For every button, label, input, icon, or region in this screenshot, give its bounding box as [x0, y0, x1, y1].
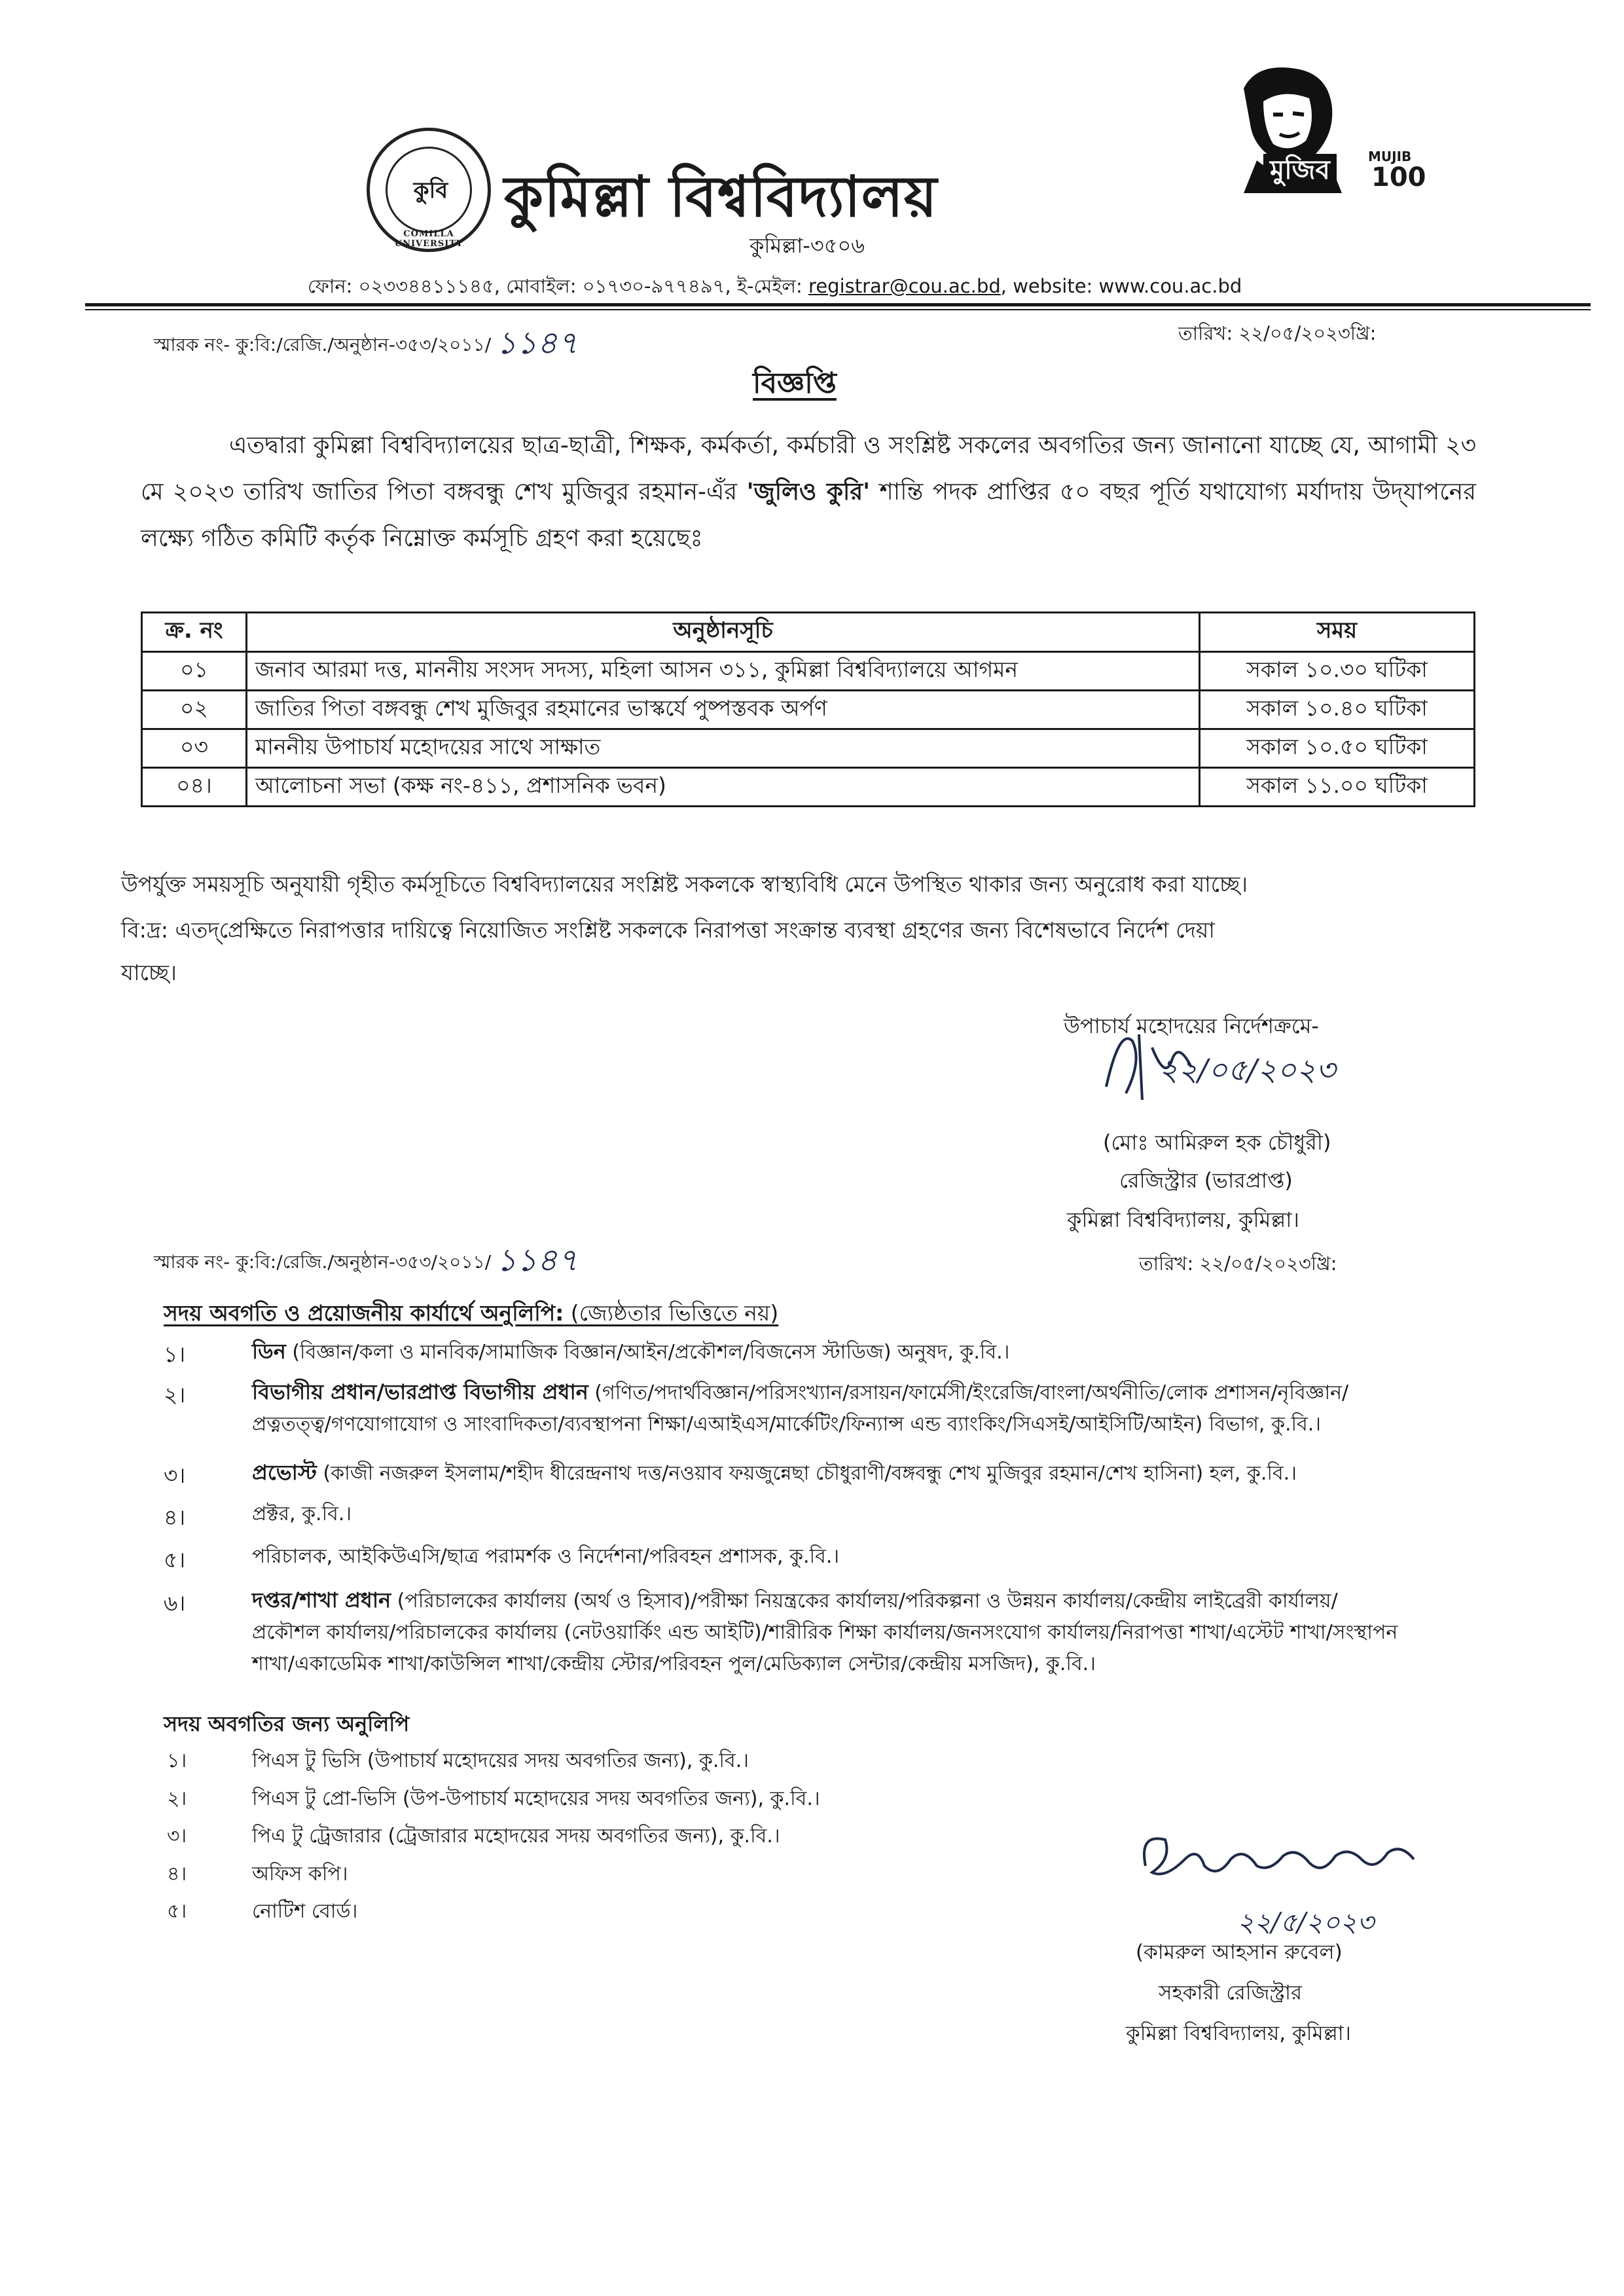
- list-item-text-cont: শাখা/একাডেমিক শাখা/কাউন্সিল শাখা/কেন্দ্রীয় স্টোর/পরিবহন পুল/মেডিক্যাল সেন্টার/কেন্দ্রীয় মসজিদ), কু.বি.।: [252, 1652, 1096, 1675]
- list-item-bold: ডিন: [252, 1339, 286, 1364]
- security-note-line2: যাচ্ছে।: [121, 960, 177, 985]
- memo-reference: [154, 317, 578, 369]
- table-row: [142, 768, 1475, 807]
- cell-serial: ০২: [142, 691, 247, 729]
- col-header-programme: অনুষ্ঠানসূচি: [247, 613, 1200, 652]
- asst-registrar-name: (কামরুল আহসান রুবেল): [1136, 1941, 1343, 1964]
- list-item-text: (পরিচালকের কার্যালয় (অর্থ ও হিসাব)/পরীক্ষা নিয়ন্ত্রকের কার্যালয়/পরিকল্পনা ও উন্নয়ন কার্যালয়/কেন্দ্রীয় লাইব্রেরী কার্যালয়/: [391, 1590, 1338, 1613]
- table-row: [142, 652, 1475, 691]
- memo-label: স্মারক নং- কু:বি:/রেজি./অনুষ্ঠান-৩৫৩/২০১১/: [154, 1251, 492, 1273]
- mujib-logo-text: মুজিব: [1263, 154, 1337, 187]
- seal-mark: কুবি: [413, 177, 448, 204]
- list-item: অফিস কপি।: [252, 1863, 348, 1886]
- list-item-text: প্রক্টর, কু.বি.।: [252, 1503, 352, 1525]
- cell-programme: জনাব আরমা দত্ত, মাননীয় সংসদ সদস্য, মহিলা আসন ৩১১, কুমিল্লা বিশ্ববিদ্যালয়ে আগমন: [247, 652, 1200, 691]
- mujib-logo-100: 100: [1371, 162, 1426, 192]
- signature-asst-registrar-date: ২২/৫/২০২৩: [1237, 1908, 1374, 1938]
- list-item-number: ৩।: [164, 1463, 186, 1488]
- signature-registrar-date: ২২/০৫/২০২৩: [1159, 1052, 1336, 1087]
- list-item-number: ১।: [164, 1341, 186, 1367]
- memo-date-bottom: তারিখ: ২২/০৫/২০২৩খ্রি:: [1139, 1252, 1337, 1275]
- cell-time: সকাল ১০.৫০ ঘটিকা: [1200, 729, 1475, 768]
- university-seal: [367, 128, 491, 252]
- cell-serial: ০৩: [142, 729, 247, 768]
- notice-body-part2: শান্তি পদক প্রাপ্তির ৫০ বছর পূর্তি যথাযোগ্য মর্যাদায় উদ্‌যাপনের লক্ষ্যে গঠিত কমিটি কর্তৃক নিম্নোক্ত কর্মসূচি গ্রহণ করা হয়েছেঃ: [141, 479, 1476, 552]
- notice-body-part1: এতদ্বারা কুমিল্লা বিশ্ববিদ্যালয়ের ছাত্র-ছাত্রী, শিক্ষক, কর্মকর্তা, কর্মচারী ও সংশ্লিষ্ট সকলের অবগতির জন্য জানানো যাচ্ছে যে, আগামী ২৩ মে ২০২৩ তারিখ জাতির পিতা বঙ্গবন্ধু শেখ মুজিবুর রহমান-এঁর: [141, 432, 1476, 505]
- registrar-designation: রেজিস্ট্রার (ভারপ্রাপ্ত): [1119, 1168, 1293, 1193]
- list-item-text: (কাজী নজরুল ইসলাম/শহীদ ধীরেন্দ্রনাথ দত্ত/নওয়াব ফয়জুন্নেছা চৌধুরাণী/বঙ্গবন্ধু শেখ মুজিবুর রহমান/শেখ হাসিনা) হল, কু.বি.।: [316, 1462, 1297, 1485]
- cell-time: সকাল ১০.৩০ ঘটিকা: [1200, 652, 1475, 691]
- copy-list-heading-text: সদয় অবগতি ও প্রয়োজনীয় কার্যার্থে অনুলিপি:: [164, 1300, 564, 1326]
- notice-title: বিজ্ঞপ্তি: [753, 367, 837, 400]
- table-header-row: [142, 613, 1475, 652]
- list-item-bold: বিভাগীয় প্রধান/ভারপ্রাপ্ত বিভাগীয় প্রধান: [252, 1379, 588, 1404]
- mujib-logo-sub: MUJIB: [1368, 149, 1412, 164]
- table-row: [142, 729, 1475, 768]
- list-item-bold: দপ্তর/শাখা প্রধান: [252, 1588, 391, 1613]
- list-item: [252, 1376, 1574, 1440]
- university-contact: [308, 272, 1242, 304]
- contact-email-link[interactable]: registrar@cou.ac.bd: [808, 275, 1001, 297]
- seal-inner-ring: [386, 147, 472, 233]
- copy-list-heading-note: (জ্যেষ্ঠতার ভিত্তিতে নয়): [564, 1300, 779, 1326]
- cell-serial: ০১: [142, 652, 247, 691]
- university-city: কুমিল্লা-৩৫০৬: [749, 233, 865, 258]
- table-row: [142, 691, 1475, 729]
- header-rule-thick: [85, 303, 1591, 306]
- col-header-time: সময়: [1200, 613, 1475, 652]
- list-item: [252, 1336, 1574, 1368]
- notice-body: [141, 422, 1476, 562]
- memo-reference-bottom: [154, 1234, 578, 1286]
- list-item-number: ৫।: [164, 1547, 186, 1573]
- list-item-number: ৩।: [167, 1825, 187, 1848]
- security-note-line1: বি:দ্র: এতদ্‌প্রেক্ষিতে নিরাপত্তার দায়িত্বে নিয়োজিত সংশ্লিষ্ট সকলকে নিরাপত্তা সংক্রান্ত ব্যবস্থা গ্রহণের জন্য বিশেষভাবে নির্দেশ দেয়া: [121, 917, 1215, 943]
- registrar-name: (মোঃ আমিরুল হক চৌধুরী): [1103, 1130, 1331, 1155]
- cell-serial: ০৪।: [142, 768, 247, 807]
- copy-list-heading: [164, 1296, 778, 1333]
- list-item-number: ৪।: [167, 1863, 187, 1886]
- university-name: কুমিল্লা বিশ্ববিদ্যালয়: [504, 164, 938, 230]
- list-item: নোটিশ বোর্ড।: [252, 1900, 358, 1923]
- asst-registrar-designation: সহকারী রেজিস্ট্রার: [1159, 1981, 1302, 2005]
- cell-time: সকাল ১১.০০ ঘটিকা: [1200, 768, 1475, 807]
- memo-handwritten-number: ১১৪৭: [496, 1242, 578, 1279]
- registrar-office: কুমিল্লা বিশ্ববিদ্যালয়, কুমিল্লা।: [1067, 1207, 1299, 1232]
- list-item-number: ১।: [167, 1749, 187, 1772]
- list-item-text: পরিচালক, আইকিউএসি/ছাত্র পরামর্শক ও নির্দেশনা/পরিবহন প্রশাসক, কু.বি.।: [252, 1545, 840, 1568]
- list-item: পিএ টু ট্রেজারার (ট্রেজারার মহোদয়ের সদয় অবগতির জন্য), কু.বি.।: [252, 1825, 780, 1848]
- signature-asst-registrar-icon: [1126, 1820, 1453, 1905]
- list-item: [252, 1499, 1574, 1530]
- list-item: [252, 1457, 1574, 1489]
- list-item-number: ৬।: [164, 1590, 186, 1616]
- seal-text: COMILLA UNIVERSITY: [394, 229, 463, 249]
- list-item-bold: প্রভোস্ট: [252, 1460, 317, 1485]
- programme-table: [141, 611, 1475, 807]
- memo-date: তারিখ: ২২/০৫/২০২৩খ্রি:: [1178, 322, 1377, 344]
- list-item-text: (বিজ্ঞান/কলা ও মানবিক/সামাজিক বিজ্ঞান/আইন/প্রকৌশল/বিজনেস স্টাডিজ) অনুষদ, কু.বি.।: [285, 1341, 1010, 1364]
- list-item: [252, 1541, 1574, 1573]
- header-rule-thin: [85, 309, 1591, 310]
- list-item: পিএস টু ভিসি (উপাচার্য মহোদয়ের সদয় অবগতির জন্য), কু.বি.।: [252, 1749, 749, 1772]
- cell-programme: মাননীয় উপাচার্য মহোদয়ের সাথে সাক্ষাত: [247, 729, 1200, 768]
- asst-registrar-office: কুমিল্লা বিশ্ববিদ্যালয়, কুমিল্লা।: [1126, 2022, 1351, 2045]
- cell-time: সকাল ১০.৪০ ঘটিকা: [1200, 691, 1475, 729]
- list-item-text: (গণিত/পদার্থবিজ্ঞান/পরিসংখ্যান/রসায়ন/ফার্মেসী/ইংরেজি/বাংলা/অর্থনীতি/লোক প্রশাসন/নৃবিজ্ঞান/: [588, 1381, 1349, 1404]
- col-header-serial: ক্র. নং: [142, 613, 247, 652]
- contact-website: , website: www.cou.ac.bd: [1000, 275, 1242, 297]
- list-item: পিএস টু প্রো-ভিসি (উপ-উপাচার্য মহোদয়ের সদয় অবগতির জন্য), কু.বি.।: [252, 1787, 820, 1810]
- copy-list2-heading: সদয় অবগতির জন্য অনুলিপি: [164, 1711, 410, 1736]
- attendance-request: উপর্যুক্ত সময়সূচি অনুযায়ী গৃহীত কর্মসূচিতে বিশ্ববিদ্যালয়ের সংশ্লিষ্ট সকলকে স্বাস্থ্যবিধি মেনে উপস্থিত থাকার জন্য অনুরোধ করা যাচ্ছে।: [121, 871, 1248, 897]
- list-item-number: ২।: [167, 1787, 187, 1810]
- memo-handwritten-number: ১১৪৭: [496, 325, 578, 361]
- list-item-text-cont: প্রত্নতত্ত্ব/গণযোগাযোগ ও সাংবাদিকতা/ব্যবস্থাপনা শিক্ষা/এআইএস/মার্কেটিং/ফিন্যান্স এন্ড ব্যাংকিং/সিএসই/আইসিটি/আইন) বিভাগ, কু.বি.।: [252, 1413, 1322, 1436]
- list-item-text-cont: প্রকৌশল কার্যালয়/পরিচালকের কার্যালয় (নেটওয়ার্কিং এন্ড আইটি)/শারীরিক শিক্ষা কার্যালয়/জনসংযোগ কার্যালয়/নিরাপত্তা শাখা/এস্টেট শাখা/সংস্থাপন: [252, 1621, 1398, 1644]
- list-item-number: ৪।: [164, 1504, 186, 1530]
- notice-body-emphasis: 'জুলিও কুরি': [746, 479, 871, 505]
- cell-programme: আলোচনা সভা (কক্ষ নং-৪১১, প্রশাসনিক ভবন): [247, 768, 1200, 807]
- list-item-number: ৫।: [167, 1900, 187, 1923]
- list-item: [252, 1584, 1574, 1680]
- cell-programme: জাতির পিতা বঙ্গবন্ধু শেখ মুজিবুর রহমানের ভাস্কর্যে পুষ্পস্তবক অর্পণ: [247, 691, 1200, 729]
- signature-direction: উপাচার্য মহোদয়ের নির্দেশক্রমে-: [1064, 1013, 1319, 1038]
- contact-phone: ফোন: ০২৩৩৪৪১১১৪৫, মোবাইল: ০১৭৩০-৯৭৭৪৯৭, ই-মেইল:: [308, 275, 809, 297]
- memo-label: স্মারক নং- কু:বি:/রেজি./অনুষ্ঠান-৩৫৩/২০১১/: [154, 334, 492, 355]
- list-item-number: ২।: [164, 1382, 186, 1408]
